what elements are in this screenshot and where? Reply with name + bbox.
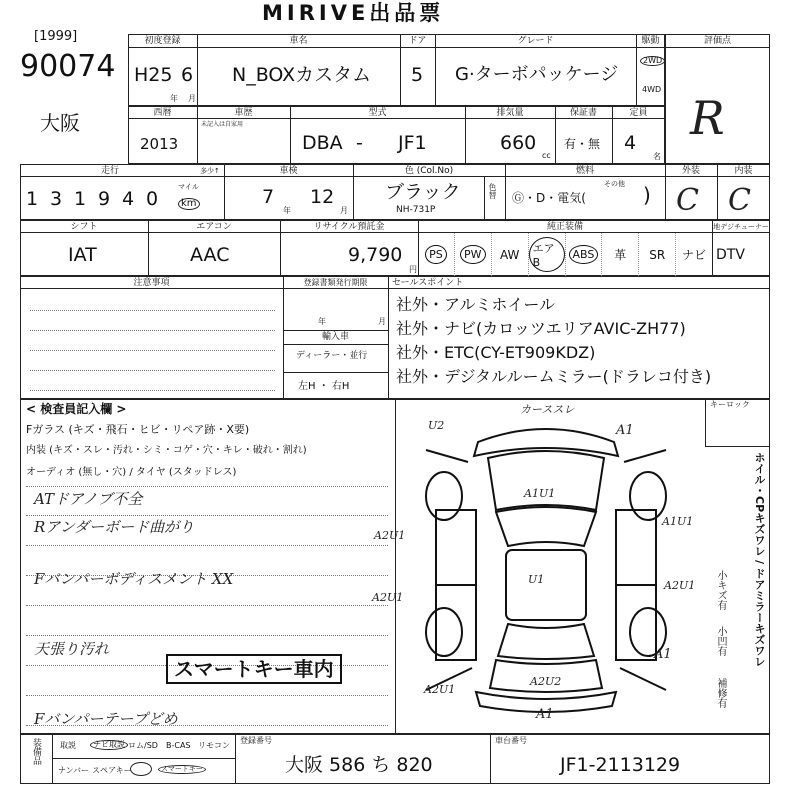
drive-2wd-circle: 2WD [640,56,665,66]
mark-bottom: A2U2 [530,675,562,688]
western-label: 西暦 [153,108,172,118]
wheel-front-right [630,472,666,520]
cc-unit: cc [542,151,551,160]
equipment-cell [418,233,455,276]
mileage-km [178,198,200,210]
equipment-label: PW [460,245,486,264]
reg-deadline-label: 登録書類発行期限 [303,278,368,287]
first-reg-label: 初度登録 [144,36,181,46]
car-roof [506,550,586,620]
equipment-cell [639,233,676,276]
sales-label: セールスポイント [392,278,464,288]
equipment-label: ナビ [682,248,707,262]
car-hood [488,451,604,510]
wheel-front-left [426,472,462,520]
hand-note-4: 天張り汚れ [34,640,110,658]
equipment-label: SR [649,247,666,262]
mileage-digit: 1 [74,188,87,210]
insp-year: 7 [262,186,275,208]
equip-label: 純正装備 [546,222,583,232]
color-value: ブラック [385,181,461,203]
audio-line: オーディオ (無し・穴) / タイヤ (スタッドレス) [26,467,237,478]
key-lock-label: キーロック [710,400,750,409]
tv-value: DTV [716,247,745,263]
year-unit: 年 [170,94,178,103]
fuel-value: Ⓖ・D・電気( [512,191,586,205]
door-count: 5 [411,64,424,86]
warranty-label: 保証書 [569,108,597,118]
side-note: ホイル・CPキズワレ / ドアミラーキズワレ [753,452,766,667]
chassis-label: 車台番号 [495,736,527,745]
model-label: 型式 [368,108,387,118]
exterior-value: C [676,183,699,218]
capacity-unit: 名 [653,152,661,161]
color-number: NH-731P [396,205,436,215]
equipment-label: AW [499,247,520,262]
equip-item: ナンバー [58,766,90,775]
car-name: N_BOXカスタム [232,64,372,86]
history-label: 車歴 [234,108,253,118]
month-unit: 月 [188,94,196,103]
equipment-cell [676,233,712,276]
sales-point: 社外・アルミホイール [396,295,556,314]
reg-year-unit: 年 [318,317,326,326]
equipment-cell [566,233,603,276]
recycle-value: 9,790 [348,244,403,266]
equipment-label: エアB [529,237,565,272]
cc-value: 660 [500,132,537,154]
score-value: R [690,91,725,145]
capacity-value: 4 [624,132,637,154]
interior-value: C [728,183,751,218]
recycle-label: リサイクル預託金 [313,222,385,232]
car-rear-window [498,624,594,659]
mark-upper: A1U1 [524,487,556,500]
form-title: MIRIVE出品票 [262,1,445,25]
sales-point: 社外・ETC(CY-ET909KDZ) [396,343,596,362]
model-code: JF1 [398,132,427,154]
warranty-value: 有・無 [564,137,601,151]
equip-item [90,740,128,750]
insp-year-unit: 年 [283,206,291,215]
sales-point: 社外・デジタルルームミラー(ドラレコ付き) [396,367,712,386]
equipment-cell [529,233,566,276]
equip-circle: スマートキー [158,765,206,774]
reg-no: 大阪 586 ち 820 [285,754,433,776]
inspection-label: 車検 [279,166,298,176]
mileage-unit-label: 多少↑ [200,167,220,175]
hand-note-3: Fバンパーボディスメント XX [34,570,234,588]
lot-number: 90074 [20,49,116,84]
mileage-digit: 4 [122,188,135,210]
equip-item: 取説 [60,741,76,750]
mark-right-mid: A2U1 [664,579,696,592]
mark-top-right: A1 [616,423,634,438]
tv-label: 地デジチューナー [713,223,769,231]
drive-label: 駆動 [641,36,660,46]
door-label: ドア [408,36,427,46]
mileage-km-circle: km [178,198,200,210]
mileage-digit: 9 [98,188,111,210]
equipment-cell [455,233,492,276]
insp-month-unit: 月 [340,206,348,215]
drive-2wd [640,56,665,66]
equip-item: リモコン [198,741,230,750]
drive-4wd: 4WD [642,85,662,94]
interior-label: 内装 [734,166,753,176]
first-reg-era: H25 [134,64,173,86]
mark-left-mid: A2U1 [372,591,404,604]
equipment-row [418,233,712,276]
mileage-digits [26,190,170,209]
grade-label: グレード [517,36,554,46]
score-label: 評価点 [703,36,731,46]
inspector-label: < 検査員記入欄 > [26,402,127,416]
wheel-rear-left [426,608,462,656]
ac-value: AAC [190,244,230,266]
side-small-1: 小キズ有 [715,570,726,610]
mark-top-left: U2 [428,419,445,432]
mark-right: A1U1 [662,515,694,528]
equip-item: B-CAS [166,741,191,750]
smart-key-note: スマートキー車内 [166,654,342,684]
mark-left: A2U1 [374,529,406,542]
equipment-label: PS [425,245,447,264]
equip-circle: ナビ取説 [90,740,128,750]
hand-note-5: Fバンパーテープどめ [34,710,178,728]
insp-month: 12 [310,186,335,208]
glass-line: Fガラス (キズ・飛石・ヒビ・リペア跡・X要) [26,423,250,436]
year-badge: [1999] [34,29,78,44]
mark-center: U1 [528,573,545,586]
first-reg-month: 6 [181,64,194,86]
handle-side: 左H ・ 右H [298,381,350,392]
equipment-label: 革 [614,248,627,262]
side-small-2: 小凹有 [715,626,726,656]
recycle-unit: 円 [409,265,417,274]
hand-note-2: Rアンダーボード曲がり [34,518,195,536]
capacity-label: 定員 [629,108,648,118]
car-name-label: 車名 [289,36,308,46]
fuel-other: その他 [604,180,625,188]
mileage-digit: 3 [50,188,63,210]
western-year: 2013 [140,135,179,153]
equipment-label: ABS [569,245,599,264]
import-label: 輸入車 [321,332,349,342]
import-option: ディーラー・並行 [296,351,368,361]
fuel-close: ) [643,183,651,207]
ac-label: エアコン [196,222,232,232]
shift-value: IAT [68,244,97,266]
equip-blank-circle [130,762,152,776]
mark-right-low: A1 [654,647,672,662]
chassis-no: JF1-2113129 [560,754,681,776]
equipment-label: 装備品 [31,738,41,765]
reg-month-unit: 月 [378,317,386,326]
mark-bottom-a: A1 [536,707,554,722]
model-dash: - [356,132,363,154]
interior-line: 内装 (キズ・スレ・汚れ・シミ・コゲ・穴・キレ・破れ・割れ) [26,445,307,456]
equip-item-blank [130,762,152,778]
mileage-mile: マイル [178,183,199,191]
mileage-label: 走行 [100,166,119,176]
grade: G·ターボパッケージ [455,64,619,85]
equipment-cell [492,233,529,276]
hand-note-1: ATドアノブ不全 [34,490,143,508]
color-change-label: 色替 [488,183,497,199]
mileage-digit: 1 [26,188,39,210]
mileage-digit: 0 [146,188,159,210]
model-prefix: DBA [302,132,343,154]
fuel-label: 燃料 [575,166,594,176]
shift-label: シフト [70,222,98,232]
equip-item: スペアキー [92,766,132,775]
equip-item: ロム/SD [128,741,158,750]
cc-label: 排気量 [496,108,524,118]
equipment-cell [602,233,639,276]
history-note: 未記入は自家用 [201,121,244,128]
reg-no-label: 登録番号 [240,736,272,745]
mark-top: カーススレ [520,403,575,416]
mark-bottom-left: A2U1 [424,683,456,696]
color-label: 色 (Col.No) [404,166,454,176]
car-windshield [496,507,596,546]
equip-item [158,765,206,774]
venue: 大阪 [40,111,80,135]
exterior-label: 外装 [681,166,700,176]
side-repair: 補修有 [715,678,726,708]
caution-label: 注意事項 [133,278,170,288]
sales-point: 社外・ナビ(カロッツエリアAVIC-ZH77) [396,319,686,338]
